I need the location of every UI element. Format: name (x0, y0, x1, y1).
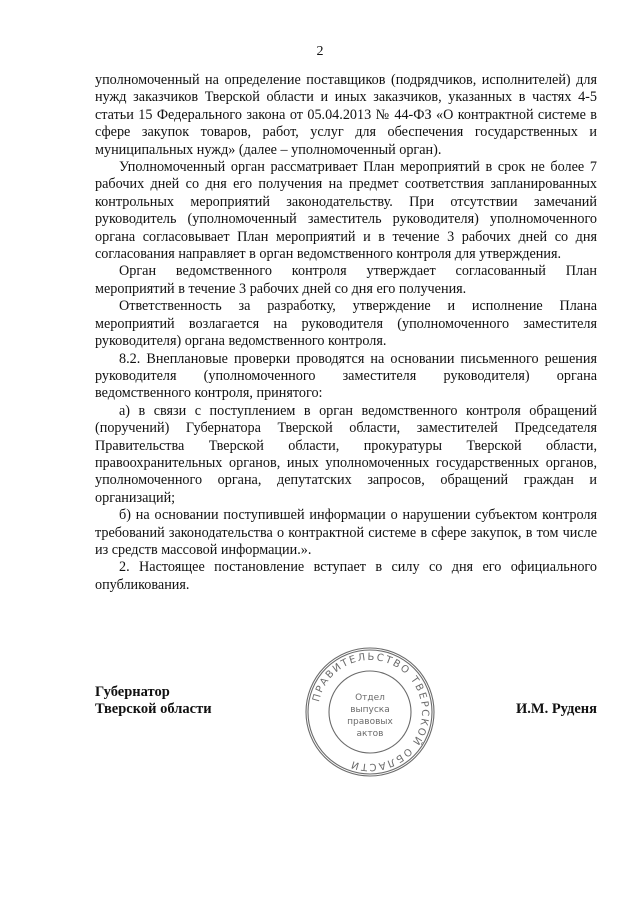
signature-title (95, 684, 212, 719)
seal-center-line-3: правовых (347, 717, 393, 727)
paragraph: а) в связи с поступлением в орган ведомственного контроля обращений (поручений) Губернатора Тверской области, заместителей Председателя Правительства Тверской области, прокуратуры Тверской области, правоохранительных органов, иных уполномоченных государственных органов, уполномоченного органа, депутатских запросов, обращений граждан и организаций; (95, 402, 597, 506)
paragraph: 2. Настоящее постановление вступает в силу со дня его официального опубликования. (95, 559, 597, 593)
seal-center-line-4: актов (356, 729, 384, 739)
signer-name: И.М. Руденя (515, 701, 597, 717)
official-seal-stamp (303, 645, 437, 779)
paragraph: 8.2. Внеплановые проверки проводятся на основании письменного решения руководителя (уполномоченного заместителя руководителя) органа ведомственного контроля, принятого: (95, 350, 597, 402)
signature-title-line-1: Губернатор (95, 684, 170, 700)
paragraph: уполномоченный на определение поставщиков (подрядчиков, исполнителей) для нужд заказчиков Тверской области и иных заказчиков, указанных в частях 4-5 статьи 15 Федерального закона от 05.04.2013 № 44-ФЗ «О контрактной системе в сфере закупок товаров, работ, услуг для обеспечения государственных и муниципальных нужд» (далее – уполномоченный орган). (95, 72, 597, 158)
signature-title-line-2: Тверской области (95, 701, 212, 718)
seal-center-line-1: Отдел (355, 693, 385, 703)
paragraph: б) на основании поступившей информации о нарушении субъектом контроля требований законодательства о контрактной системе в сфере закупок, в том числе из средств массовой информации.». (95, 507, 597, 558)
paragraph: Ответственность за разработку, утверждение и исполнение Плана мероприятий возлагается на руководителя (уполномоченного заместителя руководителя) органа ведомственного контроля. (95, 298, 597, 350)
seal-ring-text: ПРАВИТЕЛЬСТВО ТВЕРСКОЙ ОБЛАСТИ (311, 651, 431, 773)
document-body (95, 72, 597, 594)
paragraph: Орган ведомственного контроля утверждает согласованный План мероприятий в течение 3 рабочих дней со дня его получения. (95, 263, 597, 297)
seal-center-line-2: выпуска (350, 705, 390, 715)
paragraph: Уполномоченный орган рассматривает План мероприятий в срок не более 7 рабочих дней со дня его получения на предмет соответствия запланированных контрольных мероприятий законодательству. При отсутствии замечаний руководитель (уполномоченный заместитель руководителя) уполномоченного органа согласовывает План мероприятий и в течение 3 рабочих дней со дня согласования направляет в орган ведомственного контроля для утверждения. (95, 159, 597, 263)
page-number: 2 (316, 44, 324, 59)
